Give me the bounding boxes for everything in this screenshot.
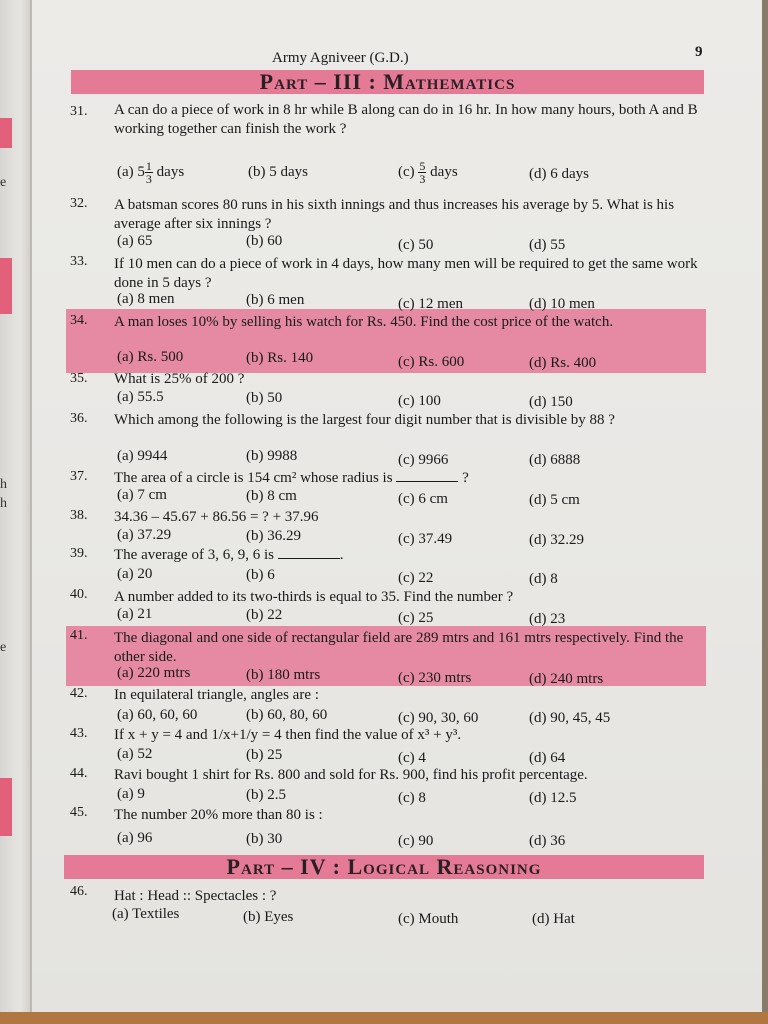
option-d: (d) 6 days [529,166,589,182]
option-a: (a) Rs. 500 [117,349,184,365]
question-text: The diagonal and one side of rectangular field are 289 mtrs and 161 mtrs respectively. Find the other side. [114,630,684,665]
question-text: The area of a circle is 154 cm² whose radius is ? [114,470,469,486]
option-c: (c) 4 [398,750,426,766]
pink-tab [0,778,12,836]
question-number: 31. [70,104,88,119]
option-a: (a) 9 [117,786,145,802]
option-a: (a) 220 mtrs [117,665,191,681]
option-b: (b) 6 men [246,292,305,308]
question-number: 36. [70,411,88,426]
question-number: 35. [70,371,88,386]
option-c: (c) 90, 30, 60 [398,710,479,726]
option-a: (a) 65 [117,233,153,249]
option-b: (b) 9988 [246,448,298,464]
question-text: What is 25% of 200 ? [114,371,245,387]
option-c: (c) 8 [398,790,426,806]
option-b: (b) 22 [246,607,283,623]
option-a: (a) 21 [117,606,153,622]
question-number: 43. [70,726,88,741]
option-d: (d) 55 [529,237,566,253]
option-a: (a) 20 [117,566,153,582]
margin-letter: e [0,175,7,190]
option-c: (c) 9966 [398,452,449,468]
previous-page-edge [0,0,34,1024]
option-d: (d) Hat [532,911,575,927]
question-text: In equilateral triangle, angles are : [114,687,319,703]
part-3-banner: Part – III : Mathematics [71,70,704,94]
question-text: The number 20% more than 80 is : [114,807,323,823]
question-text: A batsman scores 80 runs in his sixth innings and thus increases his average by 5. What is his average after six innings ? [114,197,675,232]
option-a: (a) 5 $\frac{1}{3}$ days [117,159,185,186]
question-number: 32. [70,196,88,211]
option-a: (a) 7 cm [117,487,167,503]
option-c: (c) $\frac{5}{3}$ days [398,159,458,186]
answer-blank [396,469,458,482]
option-b: (b) 25 [246,747,283,763]
question-text: Hat : Head :: Spectacles : ? [114,888,277,904]
question-text: If x + y = 4 and 1/x+1/y = 4 then find the value of x³ + y³. [114,727,462,743]
option-a: (a) 96 [117,830,153,846]
option-c: (c) Mouth [398,911,459,927]
option-d: (d) 150 [529,394,573,410]
option-c: (c) 100 [398,393,441,409]
question-number: 45. [70,805,88,820]
part-4-banner: Part – IV : Logical Reasoning [64,855,704,879]
option-b: (b) Rs. 140 [246,350,314,366]
option-d: (d) 6888 [529,452,581,468]
table-edge [0,1012,768,1024]
option-a-label: (a) 5 [117,163,145,180]
answer-blank [278,546,340,559]
question-number: 37. [70,469,88,484]
option-c: (c) 90 [398,833,434,849]
option-b: (b) 5 days [248,164,308,180]
pink-tab [0,118,12,148]
question-text: A man loses 10% by selling his watch for Rs. 450. Find the cost price of the watch. [114,314,614,330]
option-d: (d) 5 cm [529,492,580,508]
option-c: (c) 25 [398,610,434,626]
option-b: (b) 180 mtrs [246,667,321,683]
option-a: (a) 9944 [117,448,168,464]
question-number: 34. [70,313,88,328]
question-number: 42. [70,686,88,701]
option-c: (c) 6 cm [398,491,448,507]
option-b: (b) 60, 80, 60 [246,707,328,723]
option-c: (c) 50 [398,237,434,253]
question-number: 41. [70,628,88,643]
option-c: (c) 37.49 [398,531,453,547]
option-b: (b) Eyes [243,909,294,925]
option-d: (d) 12.5 [529,790,577,806]
option-b: (b) 8 cm [246,488,297,504]
margin-letter: e [0,640,7,655]
option-b: (b) 6 [246,567,275,583]
question-text: 34.36 – 45.67 + 86.56 = ? + 37.96 [114,509,319,525]
option-b: (b) 2.5 [246,787,286,803]
option-a: (a) Textiles [112,906,180,922]
question-text: If 10 men can do a piece of work in 4 days, how many men will be required to get the same work done in 5 days ? [114,256,698,291]
option-c: (c) 230 mtrs [398,670,472,686]
option-d: (d) 10 men [529,296,595,312]
option-d: (d) 240 mtrs [529,671,604,687]
margin-letter: h [0,496,7,511]
question-number: 44. [70,766,88,781]
fraction: $\frac{5}{3}$ [419,159,426,186]
option-c: (c) 22 [398,570,434,586]
option-a: (a) 55.5 [117,389,164,405]
question-text: A can do a piece of work in 8 hr while B along can do in 16 hr. In how many hours, both A and B working together can finish the work ? [114,102,698,137]
question-number: 46. [70,884,88,899]
option-a: (a) 60, 60, 60 [117,707,198,723]
option-d: (d) 32.29 [529,532,584,548]
option-a: (a) 8 men [117,291,175,307]
option-b: (b) 50 [246,390,283,406]
option-d: (d) 36 [529,833,566,849]
fraction: $\frac{1}{3}$ [145,159,152,186]
option-b: (b) 36.29 [246,528,301,544]
question-number: 40. [70,587,88,602]
question-number: 33. [70,254,88,269]
question-number: 39. [70,546,88,561]
option-c: (c) Rs. 600 [398,354,465,370]
option-d: (d) 23 [529,611,566,627]
pink-tab [0,258,12,314]
page-number: 9 [695,44,703,60]
question-text: Which among the following is the largest four digit number that is divisible by 88 ? [114,412,615,428]
margin-letter: h [0,477,7,492]
question-text: The average of 3, 6, 9, 6 is . [114,547,344,563]
question-number: 38. [70,508,88,523]
question-text: Ravi bought 1 shirt for Rs. 800 and sold for Rs. 900, find his profit percentage. [114,767,588,783]
page-header-title: Army Agniveer (G.D.) [272,50,409,66]
option-d: (d) 90, 45, 45 [529,710,611,726]
option-d: (d) 8 [529,571,558,587]
question-text: A number added to its two-thirds is equal to 35. Find the number ? [114,589,514,605]
option-c: (c) 12 men [398,296,463,312]
option-d: (d) 64 [529,750,566,766]
option-b: (b) 30 [246,831,283,847]
option-d: (d) Rs. 400 [529,355,597,371]
option-a: (a) 37.29 [117,527,172,543]
option-a: (a) 52 [117,746,153,762]
option-b: (b) 60 [246,233,283,249]
